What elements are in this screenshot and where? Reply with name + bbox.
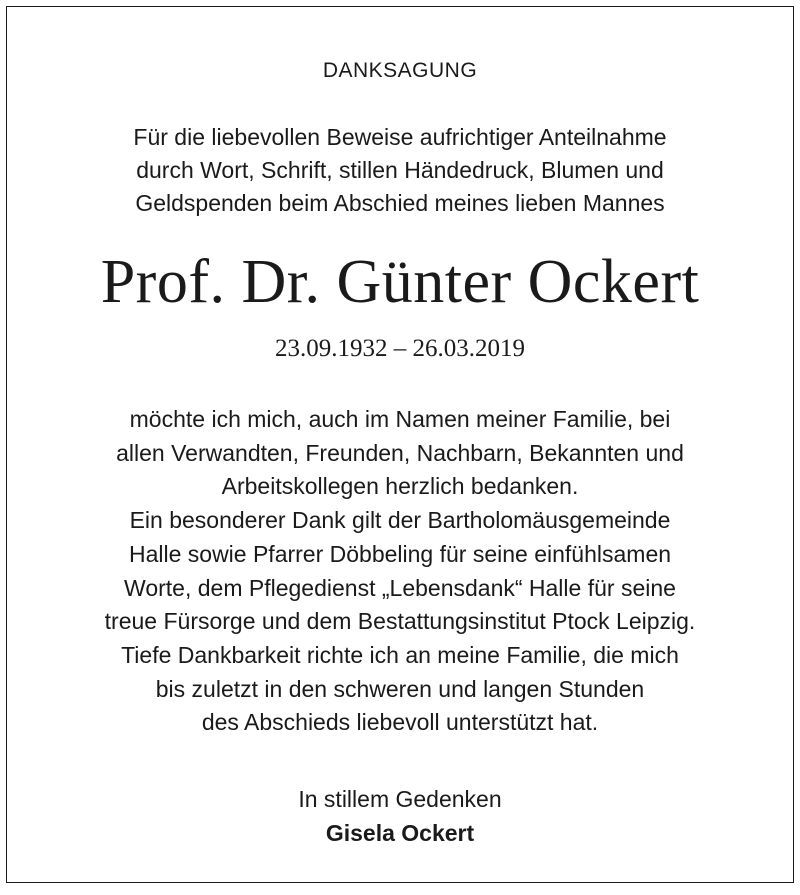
intro-line: Geldspenden beim Abschied meines lieben Mannes (135, 190, 665, 216)
thanks-line: Arbeitskollegen herzlich bedanken. (221, 473, 579, 500)
thanks-line: des Abschieds liebevoll unterstützt hat. (201, 709, 599, 736)
closing-block (7, 782, 793, 850)
thanks-line: treue Fürsorge und dem Bestattungsinstitut Ptock Leipzig. (104, 608, 696, 635)
intro-line: durch Wort, Schrift, stillen Händedruck, Blumen und (136, 157, 664, 183)
thanks-text (7, 403, 793, 740)
thanks-line: Halle sowie Pfarrer Döbbeling für seine einfühlsamen (128, 540, 672, 567)
obituary-notice (6, 6, 794, 883)
closing-phrase: In stillem Gedenken (298, 786, 502, 812)
thanks-line: Tiefe Dankbarkeit richte ich an meine Familie, die mich (121, 641, 679, 668)
thanks-line: Worte, dem Pflegedienst „Lebensdank“ Halle für seine (124, 574, 676, 601)
life-dates: 23.09.1932 – 26.03.2019 (275, 335, 525, 362)
thanks-line: bis zuletzt in den schweren und langen Stunden (155, 675, 645, 702)
thanks-line: allen Verwandten, Freunden, Nachbarn, Bekannten und (116, 439, 684, 466)
intro-text (7, 121, 793, 220)
intro-line: Für die liebevollen Beweise aufrichtiger Anteilnahme (133, 124, 667, 150)
thanks-line: möchte ich mich, auch im Namen meiner Familie, bei (129, 406, 671, 432)
signer-name: Gisela Ockert (325, 820, 475, 846)
notice-heading: DANKSAGUNG (322, 59, 478, 82)
thanks-line: Ein besonderer Dank gilt der Bartholomäusgemeinde (129, 507, 671, 534)
deceased-name: Prof. Dr. Günter Ockert (100, 248, 700, 316)
